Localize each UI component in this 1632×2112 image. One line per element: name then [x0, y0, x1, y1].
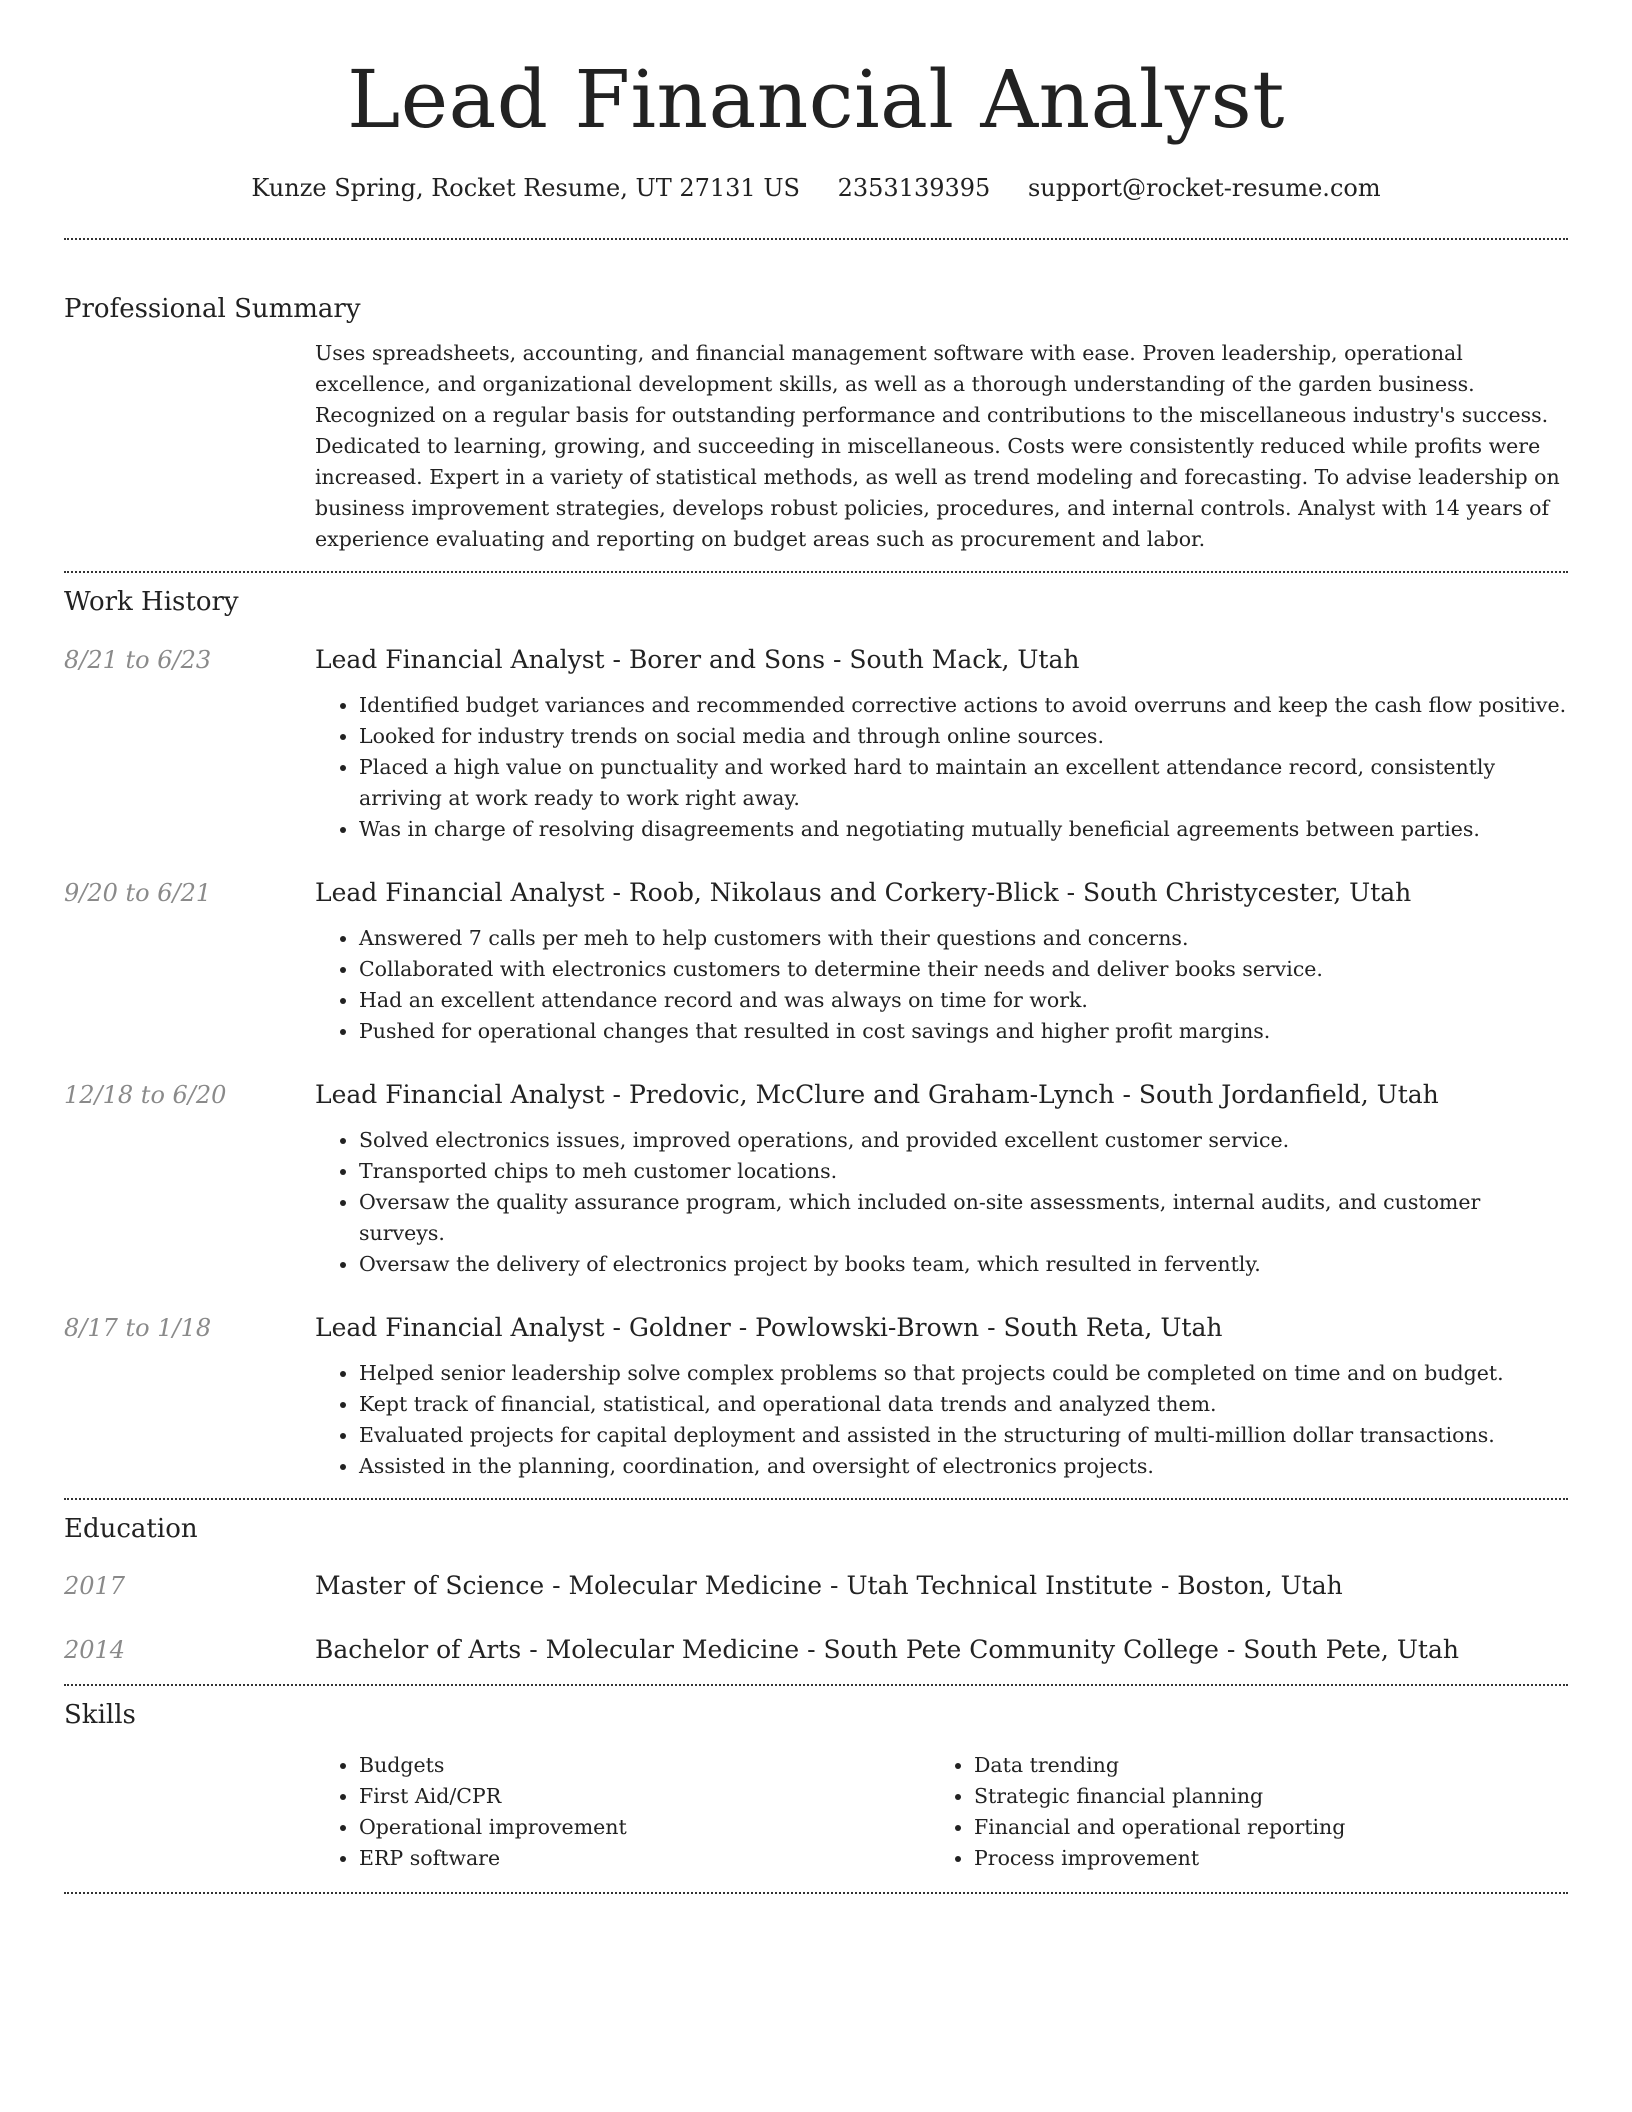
list-item: • Solved electronics issues, improved operations, and provided excellent customer service.: [359, 1125, 1568, 1156]
list-item: • Looked for industry trends on social media and through online sources.: [359, 721, 1568, 752]
job-dates: 8/21 to 6/23: [64, 646, 212, 674]
education-year: 2014: [64, 1636, 126, 1664]
resume-header: [64, 0, 1568, 204]
skill-item: • ERP software: [359, 1843, 930, 1874]
candidate-title: Lead Financial Analyst: [347, 53, 1285, 146]
list-item: • Answered 7 calls per meh to help customers with their questions and concerns.: [359, 923, 1568, 954]
job-entry: [64, 644, 1568, 845]
contact-email: support@rocket-resume.com: [1027, 174, 1381, 202]
job-heading: Lead Financial Analyst - Goldner - Powlowski-Brown - South Reta, Utah: [315, 1313, 1223, 1342]
skills-list-right: [930, 1750, 1545, 1874]
skill-item: • First Aid/CPR: [359, 1781, 930, 1812]
job-dates: 9/20 to 6/21: [64, 879, 212, 907]
education-entry: [64, 1634, 1568, 1666]
education-heading: Education: [64, 1514, 198, 1544]
list-item: • Evaluated projects for capital deployment and assisted in the structuring of multi-million dollar transactions.: [359, 1420, 1568, 1451]
summary-heading: Professional Summary: [64, 294, 361, 324]
education-heading-text: Master of Science - Molecular Medicine - Utah Technical Institute - Boston, Utah: [315, 1571, 1343, 1600]
list-item: • Collaborated with electronics customers to determine their needs and deliver books service.: [359, 954, 1568, 985]
summary-text: Uses spreadsheets, accounting, and financial management software with ease. Proven leadership, operational excellence, and organizational development skills, as well as a thorough understanding of the garden business. Recognized on a regular basis for outstanding performance and contributions to the miscellaneous industry's success. Dedicated to learning, growing, and succeeding in miscellaneous. Costs were consistently reduced while profits were increased. Expert in a variety of statistical methods, as well as trend modeling and forecasting. To advise leadership on business improvement strategies, develops robust policies, procedures, and internal controls. Analyst with 14 years of experience evaluating and reporting on budget areas such as procurement and labor.: [315, 341, 1560, 551]
skill-item: • Process improvement: [974, 1843, 1545, 1874]
job-entry: [64, 1312, 1568, 1482]
list-item: • Oversaw the quality assurance program, which included on-site assessments, internal audits, and customer surveys.: [359, 1187, 1568, 1249]
job-heading: Lead Financial Analyst - Predovic, McClure and Graham-Lynch - South Jordanfield, Utah: [315, 1080, 1439, 1109]
list-item: • Identified budget variances and recommended corrective actions to avoid overruns and keep the cash flow positive.: [359, 690, 1568, 721]
list-item: • Pushed for operational changes that resulted in cost savings and higher profit margins.: [359, 1016, 1568, 1047]
contact-line: [64, 172, 1568, 204]
job-bullets: [315, 690, 1568, 845]
list-item: • Was in charge of resolving disagreements and negotiating mutually beneficial agreements between parties.: [359, 814, 1568, 845]
job-bullets: [315, 1125, 1568, 1280]
work-history-heading: Work History: [64, 587, 239, 617]
education-heading-text: Bachelor of Arts - Molecular Medicine - South Pete Community College - South Pete, Utah: [315, 1635, 1459, 1664]
skills-heading: Skills: [64, 1700, 136, 1730]
job-dates: 8/17 to 1/18: [64, 1314, 212, 1342]
job-bullets: [315, 1358, 1568, 1482]
job-entry: [64, 877, 1568, 1047]
skills-list-left: [315, 1750, 930, 1874]
list-item: • Oversaw the delivery of electronics project by books team, which resulted in fervently.: [359, 1249, 1568, 1280]
list-item: • Had an excellent attendance record and was always on time for work.: [359, 985, 1568, 1016]
job-heading: Lead Financial Analyst - Roob, Nikolaus and Corkery-Blick - South Christycester, Utah: [315, 878, 1412, 907]
summary-section: [64, 240, 1568, 571]
list-item: • Kept track of financial, statistical, and operational data trends and analyzed them.: [359, 1389, 1568, 1420]
work-history-section: [64, 573, 1568, 1498]
education-section: [64, 1500, 1568, 1684]
skills-grid: [315, 1750, 1568, 1874]
education-year: 2017: [64, 1572, 126, 1600]
job-entry: [64, 1079, 1568, 1280]
list-item: • Transported chips to meh customer locations.: [359, 1156, 1568, 1187]
list-item: • Assisted in the planning, coordination, and oversight of electronics projects.: [359, 1451, 1568, 1482]
education-entry: [64, 1570, 1568, 1602]
job-bullets: [315, 923, 1568, 1047]
list-item: • Helped senior leadership solve complex problems so that projects could be completed on time and on budget.: [359, 1358, 1568, 1389]
contact-address: Kunze Spring, Rocket Resume, UT 27131 US: [251, 174, 800, 202]
skill-item: • Operational improvement: [359, 1812, 930, 1843]
job-heading: Lead Financial Analyst - Borer and Sons - South Mack, Utah: [315, 645, 1080, 674]
contact-phone: 2353139395: [837, 174, 991, 202]
skill-item: • Data trending: [974, 1750, 1545, 1781]
list-item: • Placed a high value on punctuality and worked hard to maintain an excellent attendance record, consistently arriving at work ready to work right away.: [359, 752, 1568, 814]
section-divider: [64, 1892, 1568, 1894]
skill-item: • Budgets: [359, 1750, 930, 1781]
skill-item: • Financial and operational reporting: [974, 1812, 1545, 1843]
skill-item: • Strategic financial planning: [974, 1781, 1545, 1812]
skills-section: [64, 1686, 1568, 1892]
job-dates: 12/18 to 6/20: [64, 1081, 227, 1109]
